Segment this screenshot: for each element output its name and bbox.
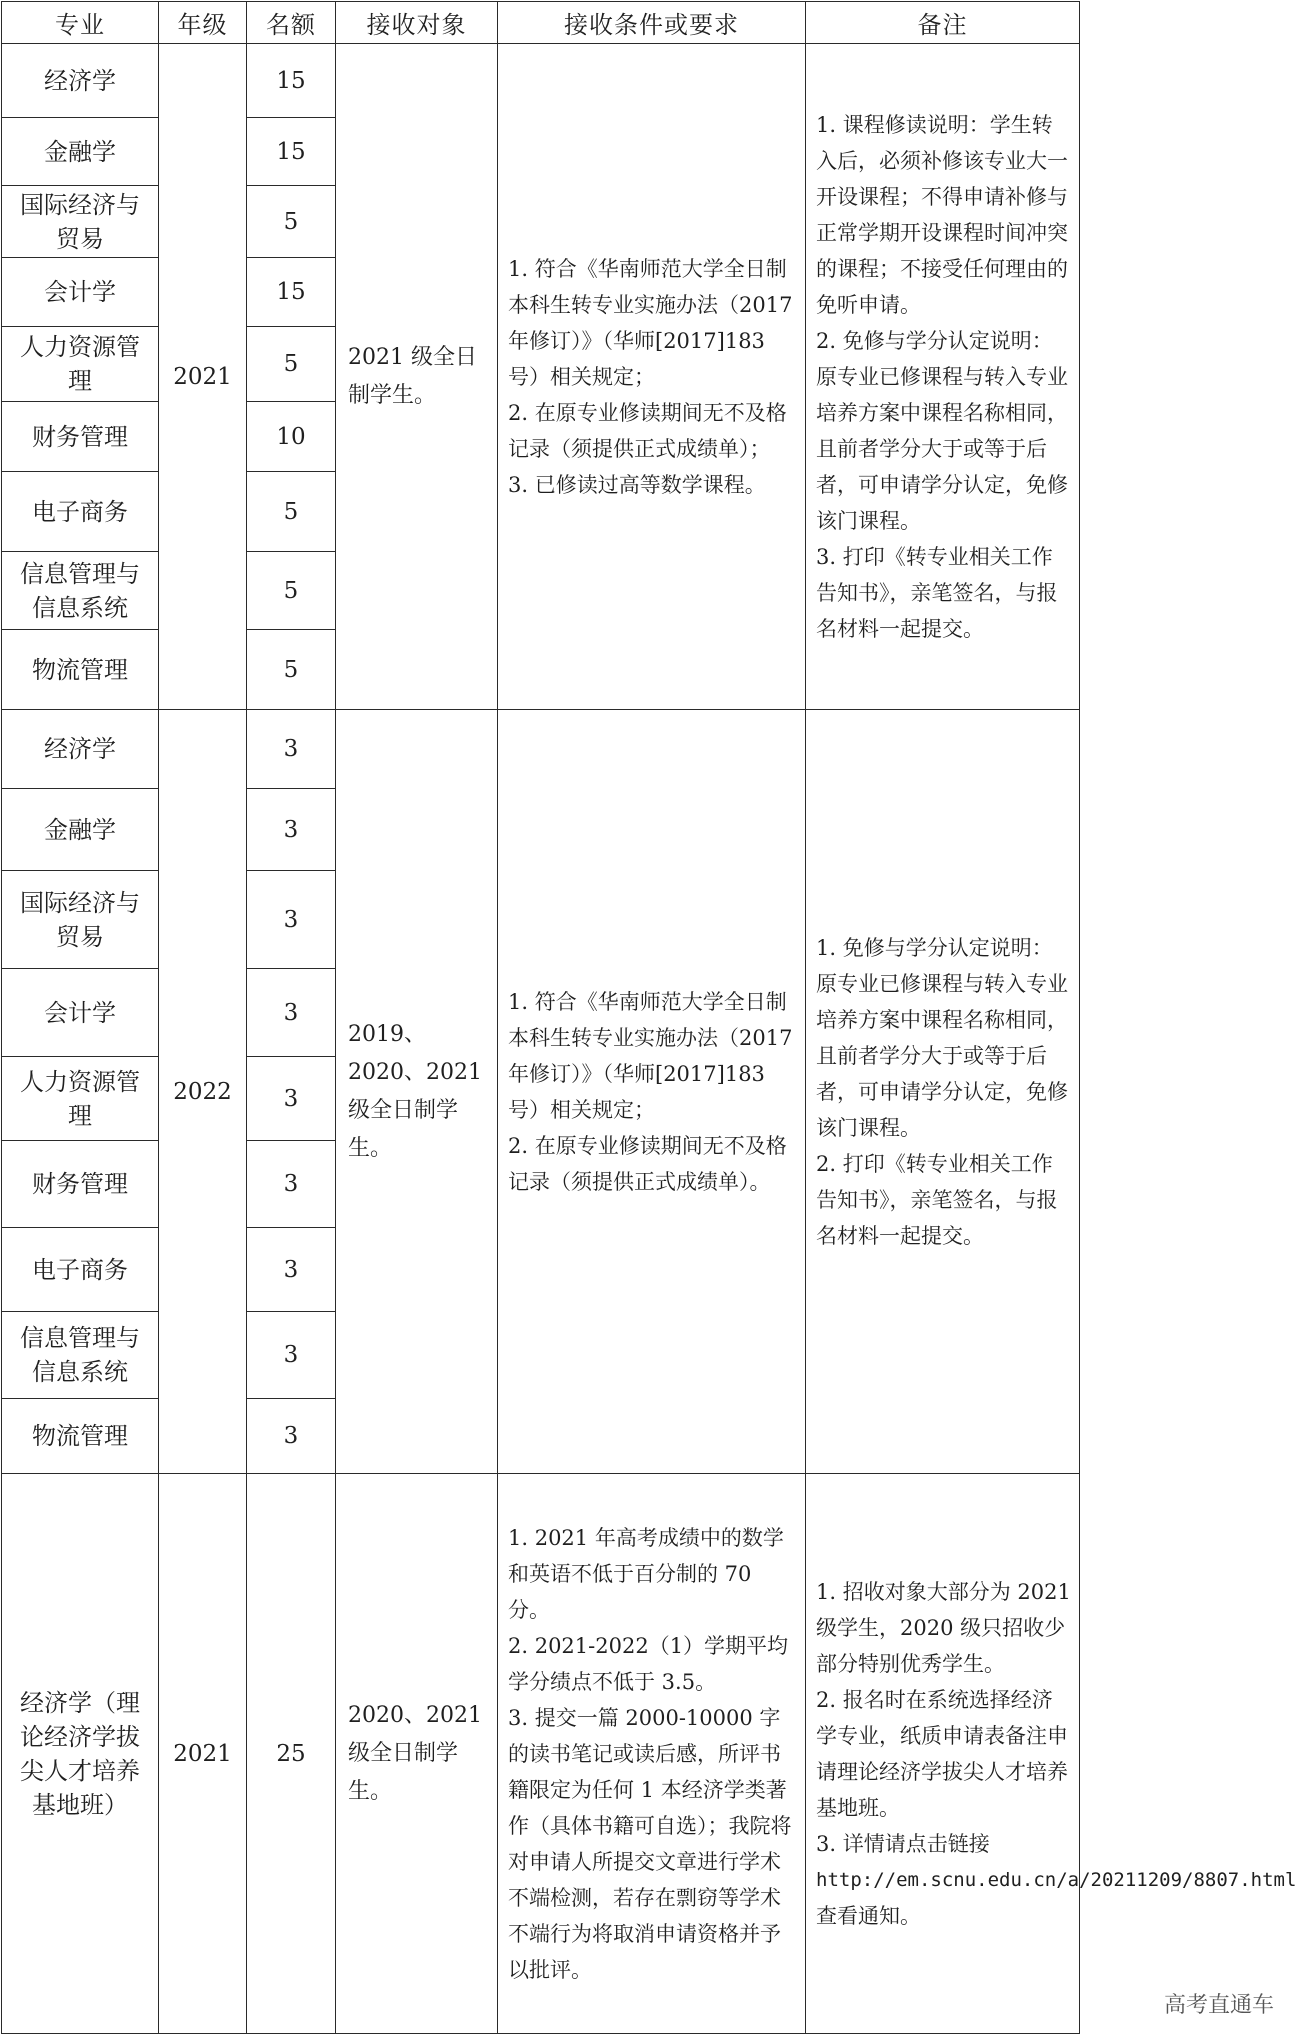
table-row	[2, 44, 1080, 118]
conditions-cell	[498, 710, 806, 1474]
note-item: 1. 课程修读说明：学生转入后，必须补修该专业大一开设课程；不得申请补修与正常学期开设课程时间冲突的课程；不接受任何理由的免听申请。	[816, 112, 1068, 317]
major-cell: 电子商务	[2, 1228, 159, 1312]
header-grade: 年级	[159, 2, 247, 44]
quota-cell: 3	[247, 1399, 336, 1474]
table-row	[2, 710, 1080, 789]
watermark: 高考直通车	[1163, 1993, 1274, 2018]
quota-cell: 3	[247, 1228, 336, 1312]
major-cell: 人力资源管理	[2, 327, 159, 402]
header-notes: 备注	[806, 2, 1080, 44]
notice-link[interactable]: http://em.scnu.edu.cn/a/20211209/8807.html	[816, 1868, 1296, 1891]
note-item: 3. 详情请点击链接	[816, 1831, 990, 1856]
condition-item: 2. 2021-2022（1）学期平均学分绩点不低于 3.5。	[508, 1633, 789, 1694]
notes-cell	[806, 44, 1080, 710]
quota-cell: 5	[247, 327, 336, 402]
note-item: 1. 招收对象大部分为 2021 级学生，2020 级只招收少部分特别优秀学生。	[816, 1579, 1071, 1676]
target-cell: 2021 级全日制学生。	[336, 44, 498, 710]
major-cell: 物流管理	[2, 1399, 159, 1474]
major-cell: 会计学	[2, 969, 159, 1057]
quota-cell: 3	[247, 871, 336, 969]
condition-item: 1. 符合《华南师范大学全日制本科生转专业实施办法（2017 年修订）》（华师[2017]183 号）相关规定；	[508, 989, 793, 1122]
quota-cell: 3	[247, 1141, 336, 1228]
quota-cell: 25	[247, 1474, 336, 2034]
major-cell: 国际经济与贸易	[2, 186, 159, 258]
grade-cell: 2021	[159, 44, 247, 710]
condition-item: 1. 2021 年高考成绩中的数学和英语不低于百分制的 70 分。	[508, 1525, 784, 1622]
condition-item: 3. 已修读过高等数学课程。	[508, 472, 766, 497]
major-cell: 电子商务	[2, 472, 159, 552]
header-row	[2, 2, 1080, 44]
major-cell: 信息管理与信息系统	[2, 1312, 159, 1399]
note-item: 2. 打印《转专业相关工作告知书》，亲笔签名，与报名材料一起提交。	[816, 1151, 1058, 1248]
condition-item: 1. 符合《华南师范大学全日制本科生转专业实施办法（2017 年修订）》（华师[2017]183 号）相关规定；	[508, 256, 793, 389]
conditions-cell	[498, 44, 806, 710]
major-cell: 国际经济与贸易	[2, 871, 159, 969]
note-item: 2. 报名时在系统选择经济学专业，纸质申请表备注申请理论经济学拔尖人才培养基地班。	[816, 1687, 1068, 1820]
target-cell: 2020、2021 级全日制学生。	[336, 1474, 498, 2034]
major-cell: 物流管理	[2, 630, 159, 710]
quota-cell: 15	[247, 44, 336, 118]
condition-item: 2. 在原专业修读期间无不及格记录（须提供正式成绩单）；	[508, 400, 787, 461]
quota-cell: 3	[247, 1312, 336, 1399]
major-cell: 会计学	[2, 258, 159, 327]
header-quota: 名额	[247, 2, 336, 44]
quota-cell: 5	[247, 552, 336, 630]
major-cell: 经济学（理论经济学拔尖人才培养基地班）	[2, 1474, 159, 2034]
major-cell: 人力资源管理	[2, 1057, 159, 1141]
grade-cell: 2021	[159, 1474, 247, 2034]
quota-cell: 3	[247, 969, 336, 1057]
major-cell: 经济学	[2, 44, 159, 118]
note-item: 2. 免修与学分认定说明：原专业已修课程与转入专业培养方案中课程名称相同，且前者学分大于或等于后者，可申请学分认定，免修该门课程。	[816, 328, 1068, 533]
note-item: 3. 打印《转专业相关工作告知书》，亲笔签名，与报名材料一起提交。	[816, 544, 1058, 641]
quota-cell: 3	[247, 710, 336, 789]
conditions-cell	[498, 1474, 806, 2034]
major-cell: 经济学	[2, 710, 159, 789]
note-item: 1. 免修与学分认定说明：原专业已修课程与转入专业培养方案中课程名称相同，且前者学分大于或等于后者，可申请学分认定，免修该门课程。	[816, 935, 1068, 1140]
quota-cell: 15	[247, 118, 336, 186]
quota-cell: 15	[247, 258, 336, 327]
target-cell: 2019、2020、2021 级全日制学生。	[336, 710, 498, 1474]
quota-cell: 3	[247, 1057, 336, 1141]
note-item: 查看通知。	[816, 1903, 921, 1928]
notes-cell	[806, 710, 1080, 1474]
grade-cell: 2022	[159, 710, 247, 1474]
header-conditions: 接收条件或要求	[498, 2, 806, 44]
major-cell: 信息管理与信息系统	[2, 552, 159, 630]
major-cell: 财务管理	[2, 402, 159, 472]
quota-cell: 3	[247, 789, 336, 871]
header-major: 专业	[2, 2, 159, 44]
major-cell: 金融学	[2, 789, 159, 871]
header-target: 接收对象	[336, 2, 498, 44]
major-cell: 金融学	[2, 118, 159, 186]
quota-cell: 5	[247, 472, 336, 552]
quota-cell: 5	[247, 630, 336, 710]
quota-cell: 5	[247, 186, 336, 258]
condition-item: 3. 提交一篇 2000-10000 字的读书笔记或读后感，所评书籍限定为任何 1 本经济学类著作（具体书籍可自选）；我院将对申请人所提交文章进行学术不端检测，若存在剽窃等学术不端行为将取消申请资格并予以批评。	[508, 1705, 792, 1982]
table-row	[2, 1474, 1080, 2034]
major-cell: 财务管理	[2, 1141, 159, 1228]
quota-cell: 10	[247, 402, 336, 472]
condition-item: 2. 在原专业修读期间无不及格记录（须提供正式成绩单）。	[508, 1133, 787, 1194]
